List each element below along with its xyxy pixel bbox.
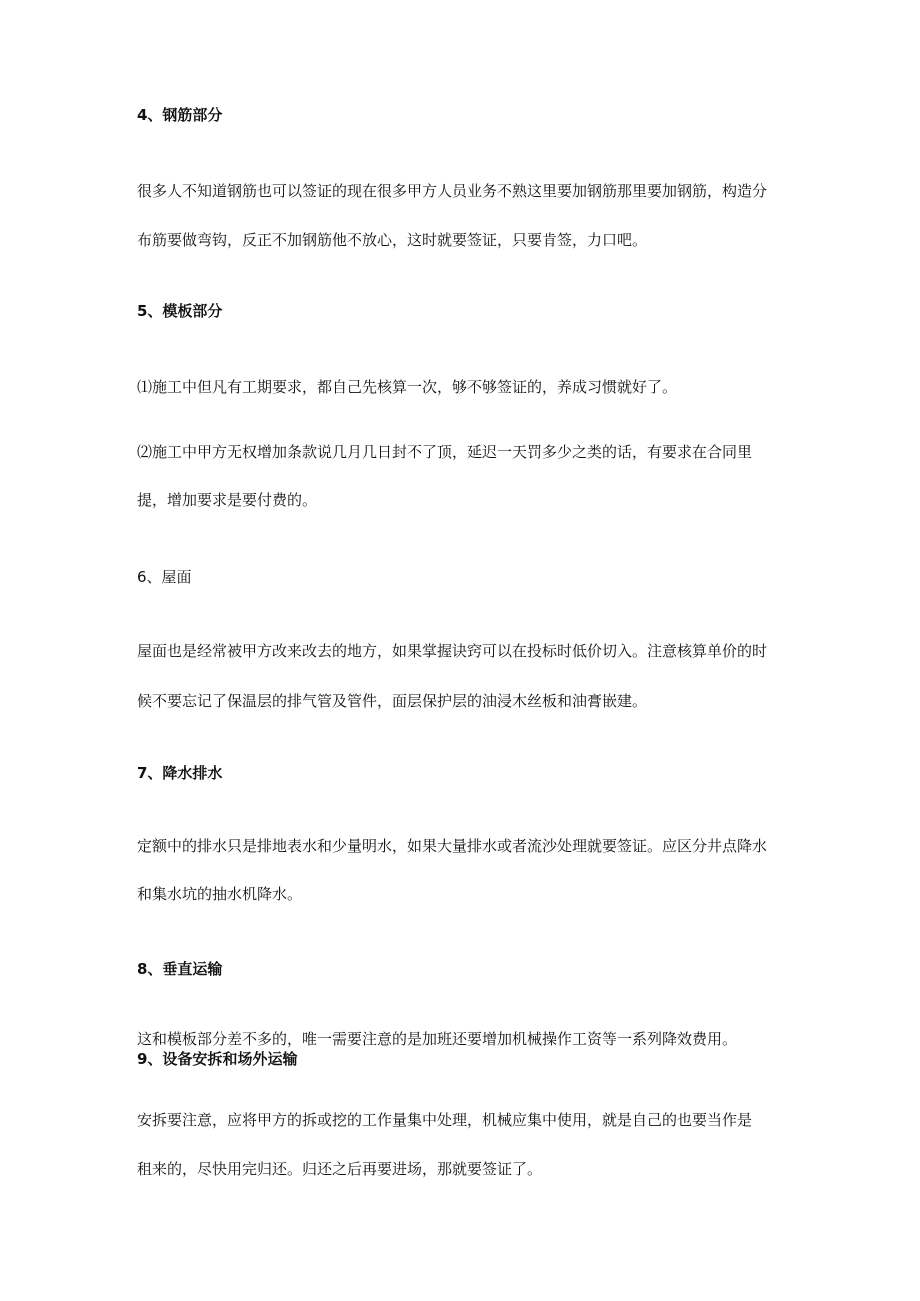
paragraph-line: 候不要忘记了保温层的排气管及管件，面层保护层的油浸木丝板和油膏嵌建。: [137, 692, 648, 710]
paragraph-line: ⑵施工中甲方无权增加条款说几月几日封不了顶，延迟一天罚多少之类的话，有要求在合同里: [137, 443, 753, 461]
section-heading-7: 7、降水排水: [137, 764, 223, 782]
paragraph-line: ⑴施工中但凡有工期要求，都自己先核算一次，够不够签证的，养成习惯就好了。: [137, 378, 678, 396]
paragraph-line: 提，增加要求是要付费的。: [137, 491, 318, 509]
paragraph-line: 很多人不知道钢筋也可以签证的现在很多甲方人员业务不熟这里要加钢筋那里要加钢筋，构造分: [137, 182, 768, 200]
paragraph-line: 安拆要注意，应将甲方的拆或挖的工作量集中处理，机械应集中使用，就是自己的也要当作是: [137, 1111, 753, 1129]
section-heading-9: 9、设备安拆和场外运输: [137, 1050, 298, 1068]
section-heading-5: 5、模板部分: [137, 302, 223, 320]
paragraph-line: 布筋要做弯钩，反正不加钢筋他不放心，这时就要签证，只要肯签，力口吧。: [137, 231, 648, 249]
paragraph-line: 屋面也是经常被甲方改来改去的地方，如果掌握诀窍可以在投标时低价切入。注意核算单价的时: [137, 642, 768, 660]
section-heading-4: 4、钢筋部分: [137, 106, 223, 124]
section-heading-6: 6、屋面: [137, 568, 192, 586]
paragraph-line: 这和模板部分差不多的，唯一需要注意的是加班还要增加机械操作工资等一系列降效费用。: [137, 1030, 738, 1048]
paragraph-line: 定额中的排水只是排地表水和少量明水，如果大量排水或者流沙处理就要签证。应区分井点降水: [137, 837, 768, 855]
section-heading-8: 8、垂直运输: [137, 960, 223, 978]
paragraph-line: 和集水坑的抽水机降水。: [137, 885, 303, 903]
paragraph-line: 租来的，尽快用完归还。归还之后再要进场，那就要签证了。: [137, 1160, 543, 1178]
